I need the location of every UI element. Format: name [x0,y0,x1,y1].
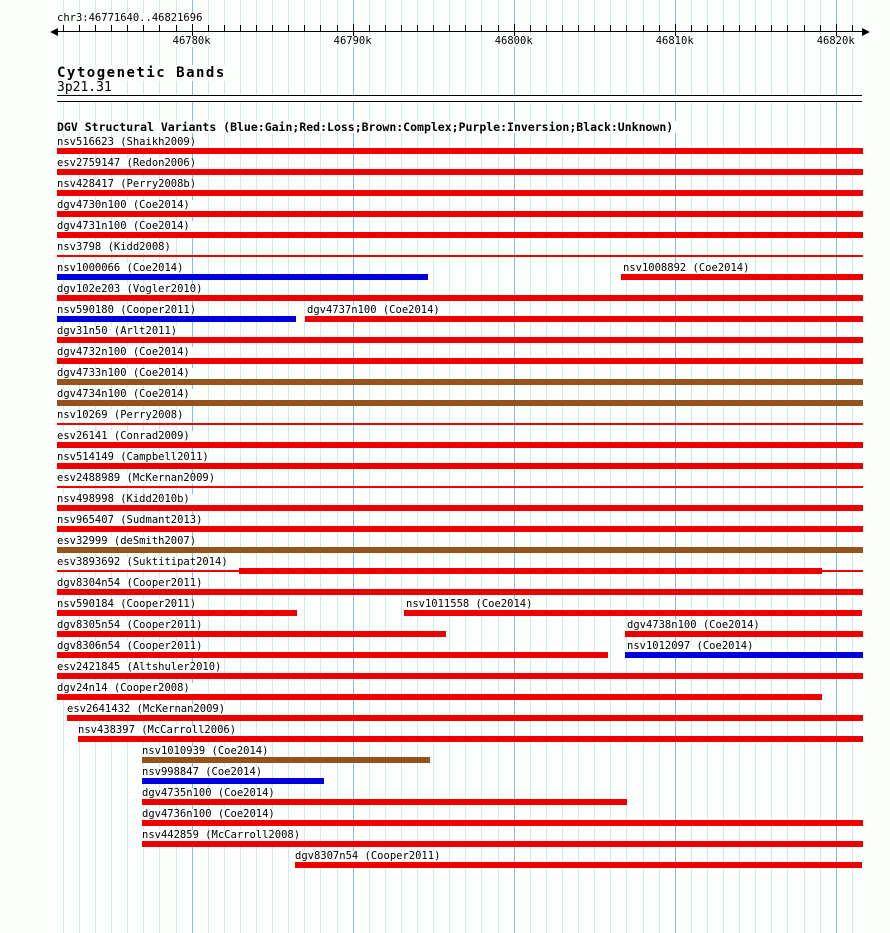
variant-bar-red[interactable] [57,673,863,679]
variant-label[interactable]: dgv8304n54 (Cooper2011) [57,578,205,589]
ruler-tick [530,25,531,31]
variant-bar-red[interactable] [57,505,863,511]
variant-bar-brown[interactable] [57,400,863,406]
variant-bar-red[interactable] [57,232,863,238]
variant-label[interactable]: esv3893692 (Suktitipat2014) [57,557,231,568]
variant-bar-red[interactable] [57,295,863,301]
ruler-tick [433,25,434,31]
variant-label[interactable]: dgv31n50 (Arlt2011) [57,326,180,337]
variant-label[interactable]: dgv4732n100 (Coe2014) [57,347,193,358]
ruler-tick [659,25,660,31]
ruler-tick [723,25,724,31]
variant-label[interactable]: dgv4735n100 (Coe2014) [142,788,278,799]
ruler-tick [208,25,209,31]
variant-label[interactable]: nsv514149 (Campbell2011) [57,452,212,463]
variant-bar-red[interactable] [57,589,863,595]
variant-bar-red[interactable] [295,862,862,868]
variant-label[interactable]: dgv4736n100 (Coe2014) [142,809,278,820]
ruler-tick [787,25,788,31]
variant-bar-red[interactable] [305,316,863,322]
ruler-tick [755,25,756,31]
variant-bar-red[interactable] [57,337,863,343]
ruler-tick [111,25,112,31]
variant-bar-red[interactable] [57,652,608,658]
variant-label[interactable]: nsv965407 (Sudmant2013) [57,515,205,526]
ruler-tick [369,25,370,31]
ruler-tick [401,25,402,31]
variant-label[interactable]: esv2759147 (Redon2006) [57,158,199,169]
ruler-tick [337,25,338,31]
cytoband-rect[interactable] [57,95,862,102]
variant-label[interactable]: nsv3798 (Kidd2008) [57,242,174,253]
ruler-tick-label: 46800k [494,35,533,47]
variant-bar-red[interactable] [57,211,863,217]
ruler-tick [739,25,740,31]
variant-label[interactable]: nsv438397 (McCarroll2006) [78,725,239,736]
variant-label[interactable]: nsv1010939 (Coe2014) [142,746,271,757]
variant-label[interactable]: dgv4731n100 (Coe2014) [57,221,193,232]
ruler-tick [176,25,177,31]
variant-label[interactable]: esv2641432 (McKernan2009) [67,704,228,715]
variant-bar-red[interactable] [57,255,863,257]
variant-bar-red[interactable] [57,463,863,469]
ruler-tick [272,25,273,31]
variant-label[interactable]: esv2421845 (Altshuler2010) [57,662,224,673]
ruler-tick [79,25,80,31]
dgv-track-title: DGV Structural Variants (Blue:Gain;Red:Loss;Brown:Complex;Purple:Inversion;Black:Unknown) [57,121,676,133]
variant-bar-red[interactable] [57,442,863,448]
variant-label[interactable]: dgv4733n100 (Coe2014) [57,368,193,379]
variant-label[interactable]: dgv102e203 (Vogler2010) [57,284,205,295]
ruler-tick [159,25,160,31]
ruler-tick [449,25,450,31]
ruler-axis-line [57,31,863,32]
ruler-tick [385,25,386,31]
ruler-tick [691,25,692,31]
ruler-tick [804,25,805,31]
variant-label[interactable]: nsv498998 (Kidd2010b) [57,494,193,505]
ruler-tick [610,25,611,31]
ruler-tick [643,25,644,31]
variant-bar-blue[interactable] [57,274,428,280]
variant-label[interactable]: nsv516623 (Shaikh2009) [57,137,199,148]
ruler-tick [240,25,241,31]
variant-label[interactable]: esv2488989 (McKernan2009) [57,473,218,484]
variant-label[interactable]: nsv10269 (Perry2008) [57,410,186,421]
ruler-tick [498,25,499,31]
ruler-tick-label: 46790k [333,35,372,47]
variant-bar-red[interactable] [404,610,862,616]
variant-label[interactable]: nsv1012097 (Coe2014) [627,641,756,652]
variant-bar-blue[interactable] [625,652,863,658]
variant-bar-red[interactable] [142,799,627,805]
variant-label[interactable]: nsv1011558 (Coe2014) [406,599,535,610]
variant-label[interactable]: dgv4734n100 (Coe2014) [57,389,193,400]
variant-bar-brown[interactable] [57,547,863,553]
variant-label[interactable]: nsv442859 (McCarroll2008) [142,830,303,841]
ruler-tick-label: 46780k [172,35,211,47]
ruler-tick [95,25,96,31]
variant-label[interactable]: nsv1008892 (Coe2014) [623,263,752,274]
variant-bar-red[interactable] [142,841,863,847]
variant-bar-red[interactable] [239,568,822,574]
variant-label[interactable]: nsv428417 (Perry2008b) [57,179,199,190]
variant-label[interactable]: nsv590180 (Cooper2011) [57,305,199,316]
variant-label[interactable]: esv32999 (deSmith2007) [57,536,199,547]
variant-label[interactable]: nsv590184 (Cooper2011) [57,599,199,610]
ruler-tick [256,25,257,31]
ruler-tick [63,25,64,31]
ruler-tick [626,25,627,31]
variant-label[interactable]: dgv8307n54 (Cooper2011) [295,851,443,862]
variant-bar-red[interactable] [57,358,863,364]
ruler-tick [143,25,144,31]
ruler-left-arrow-icon [50,28,58,36]
variant-label[interactable]: esv26141 (Conrad2009) [57,431,193,442]
ruler-tick [852,25,853,31]
variant-label[interactable]: dgv24n14 (Cooper2008) [57,683,193,694]
ruler-tick [771,25,772,31]
ruler-tick [481,25,482,31]
ruler-tick [707,25,708,31]
variant-bar-red[interactable] [57,423,863,425]
variant-bar-red[interactable] [57,190,863,196]
variant-bar-blue[interactable] [142,778,324,784]
variant-bar-red[interactable] [57,148,863,154]
variant-label[interactable]: dgv4738n100 (Coe2014) [627,620,763,631]
ruler-tick [127,25,128,31]
ruler-tick [304,25,305,31]
variant-bar-red[interactable] [67,715,863,721]
cytoband-name: 3p21.31 [57,81,115,94]
ruler-tick-label: 46820k [816,35,855,47]
variant-label[interactable]: nsv1000066 (Coe2014) [57,263,186,274]
variant-label[interactable]: dgv8305n54 (Cooper2011) [57,620,205,631]
ruler-tick [546,25,547,31]
variant-bar-red[interactable] [57,486,863,488]
variant-label[interactable]: nsv998847 (Coe2014) [142,767,265,778]
variant-label[interactable]: dgv4737n100 (Coe2014) [307,305,443,316]
variant-bar-brown[interactable] [57,379,863,385]
ruler-tick [417,25,418,31]
ruler-tick [594,25,595,31]
ruler-tick [224,25,225,31]
ruler-tick [578,25,579,31]
ruler-tick [562,25,563,31]
variant-bar-brown[interactable] [142,757,430,763]
ruler-tick [288,25,289,31]
region-title: chr3:46771640..46821696 [57,13,205,24]
variant-bar-red[interactable] [78,736,863,742]
variant-bar-red[interactable] [621,274,863,280]
variant-bar-red[interactable] [57,526,863,532]
ruler-right-arrow-icon [862,28,870,36]
variant-bar-red[interactable] [57,631,446,637]
variant-bar-red[interactable] [57,694,822,700]
variant-bar-red[interactable] [57,610,297,616]
variant-bar-red[interactable] [142,820,863,826]
cytogenetic-bands-track-title: Cytogenetic Bands [57,65,229,81]
variant-label[interactable]: dgv8306n54 (Cooper2011) [57,641,205,652]
ruler-tick [820,25,821,31]
ruler-tick [465,25,466,31]
variant-bar-blue[interactable] [57,316,296,322]
variant-label[interactable]: dgv4730n100 (Coe2014) [57,200,193,211]
variant-bar-red[interactable] [57,169,863,175]
variant-bar-red[interactable] [625,631,863,637]
ruler-tick [320,25,321,31]
ruler-tick-label: 46810k [655,35,694,47]
